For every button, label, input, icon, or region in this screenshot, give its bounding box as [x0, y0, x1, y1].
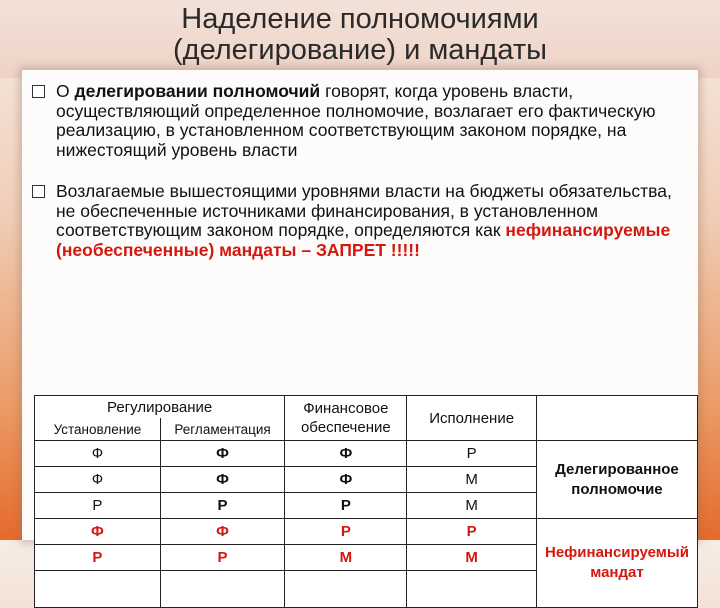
- header-reglamentation: Регламентация: [160, 418, 284, 441]
- table-cell: Р: [35, 545, 161, 571]
- header-regulation: Регулирование: [35, 396, 285, 419]
- table-cell: Ф: [285, 467, 407, 493]
- header-row-1: [35, 396, 698, 419]
- table-cell: [35, 571, 161, 608]
- header-execution: Исполнение: [407, 396, 536, 441]
- table-cell: М: [407, 493, 536, 519]
- powers-table: [34, 395, 698, 608]
- table-cell: Ф: [35, 467, 161, 493]
- table-cell: Р: [35, 493, 161, 519]
- table-cell: Ф: [35, 519, 161, 545]
- title-line-1: Наделение полномочиями: [181, 3, 539, 35]
- side-label-delegated: Делегированное полномочие: [536, 441, 697, 519]
- table-cell: М: [285, 545, 407, 571]
- table-cell: М: [407, 545, 536, 571]
- checkbox-bullet-icon: [32, 185, 45, 198]
- header-establishment: Установление: [35, 418, 161, 441]
- bullet-delegation: [32, 82, 692, 182]
- bullet-bold-term: делегировании полномочий: [74, 81, 321, 101]
- table-cell: М: [407, 467, 536, 493]
- bullet-text: [56, 82, 696, 160]
- table-cell: [285, 571, 407, 608]
- table-cell: Ф: [160, 467, 284, 493]
- bullet-text: [56, 182, 676, 260]
- bullet-mandates: [32, 182, 692, 292]
- table-cell: [407, 571, 536, 608]
- table-cell: Р: [285, 493, 407, 519]
- table-cell: Ф: [35, 441, 161, 467]
- side-label-mandate-text: Нефинансируемый мандат: [544, 544, 689, 581]
- bullet-post: говорят, когда уровень власти, осуществляющий определенное полномочие, возлагает его фактическую реализацию, в установленном соответствующим законом порядке, на нижестоящий уровень власти: [56, 81, 656, 160]
- table-row: [35, 441, 698, 467]
- bullet-pre: Возлагаемые вышестоящими уровнями власти на бюджеты обязательства, не обеспеченные источниками финансирования, в установленном соответствующим законом порядке, определяются как: [56, 181, 672, 240]
- content-card: [22, 70, 698, 581]
- header-financing: [285, 396, 407, 441]
- table-cell: Ф: [160, 441, 284, 467]
- header-financing-1: Финансовое: [303, 400, 389, 417]
- table-cell: Р: [160, 493, 284, 519]
- table-cell: Ф: [160, 519, 284, 545]
- table-cell: Р: [285, 519, 407, 545]
- checkbox-bullet-icon: [32, 85, 45, 98]
- bullet-pre: О: [56, 81, 75, 101]
- table-cell: Ф: [285, 441, 407, 467]
- table-row: [35, 519, 698, 545]
- table-cell: [160, 571, 284, 608]
- table-cell: Р: [407, 519, 536, 545]
- table-cell: Р: [407, 441, 536, 467]
- table-cell: Р: [160, 545, 284, 571]
- header-financing-2: обеспечение: [300, 419, 391, 436]
- bullet-red-term: нефинансируемые (необеспеченные) мандаты – ЗАПРЕТ !!!!!: [56, 220, 671, 260]
- side-label-mandate: [536, 519, 697, 608]
- slide-title: [0, 4, 720, 66]
- title-line-2: (делегирование) и мандаты: [173, 34, 547, 66]
- header-empty: [536, 396, 697, 441]
